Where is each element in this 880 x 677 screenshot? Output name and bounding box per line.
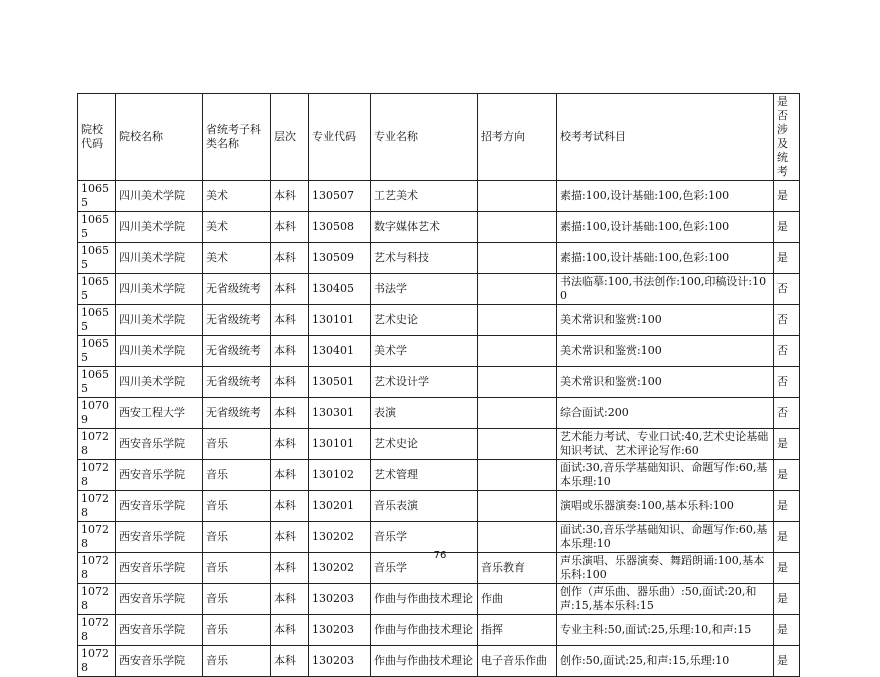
cell-direction	[478, 398, 557, 429]
cell-major-name: 艺术与科技	[371, 243, 478, 274]
cell-major-name: 作曲与作曲技术理论	[371, 646, 478, 677]
cell-direction	[478, 367, 557, 398]
cell-school-name: 西安音乐学院	[116, 584, 203, 615]
cell-exam-category: 音乐	[203, 646, 271, 677]
header-exam-subjects: 校考考试科目	[557, 94, 774, 181]
cell-school-code: 10655	[78, 243, 116, 274]
cell-major-name: 表演	[371, 398, 478, 429]
header-major-code: 专业代码	[309, 94, 371, 181]
cell-school-code: 10655	[78, 367, 116, 398]
cell-school-code: 10655	[78, 274, 116, 305]
cell-direction	[478, 336, 557, 367]
cell-school-code: 10728	[78, 584, 116, 615]
table-row	[78, 274, 800, 305]
cell-level: 本科	[271, 274, 309, 305]
cell-school-code: 10728	[78, 646, 116, 677]
cell-major-code: 130509	[309, 243, 371, 274]
cell-school-code: 10655	[78, 336, 116, 367]
cell-direction	[478, 305, 557, 336]
cell-major-name: 艺术设计学	[371, 367, 478, 398]
cell-major-code: 130501	[309, 367, 371, 398]
cell-major-name: 音乐学	[371, 522, 478, 553]
cell-direction	[478, 460, 557, 491]
cell-exam-category: 音乐	[203, 553, 271, 584]
table-row	[78, 491, 800, 522]
cell-level: 本科	[271, 398, 309, 429]
header-row	[78, 94, 800, 181]
cell-exam-subjects: 艺术能力考试、专业口试:40,艺术史论基础知识考试、艺术评论写作:60	[557, 429, 774, 460]
cell-exam-subjects: 美术常识和鉴赏:100	[557, 305, 774, 336]
cell-major-code: 130203	[309, 646, 371, 677]
table-row	[78, 615, 800, 646]
cell-unified-exam: 是	[774, 181, 800, 212]
cell-major-name: 音乐表演	[371, 491, 478, 522]
cell-level: 本科	[271, 212, 309, 243]
cell-major-name: 音乐学	[371, 553, 478, 584]
cell-exam-category: 音乐	[203, 429, 271, 460]
cell-major-code: 130508	[309, 212, 371, 243]
table-row	[78, 367, 800, 398]
cell-major-name: 作曲与作曲技术理论	[371, 615, 478, 646]
cell-exam-category: 音乐	[203, 522, 271, 553]
cell-exam-category: 美术	[203, 243, 271, 274]
table-row	[78, 212, 800, 243]
cell-direction: 音乐教育	[478, 553, 557, 584]
cell-direction: 指挥	[478, 615, 557, 646]
cell-unified-exam: 是	[774, 553, 800, 584]
cell-exam-category: 无省级统考	[203, 305, 271, 336]
table-row	[78, 336, 800, 367]
cell-unified-exam: 否	[774, 274, 800, 305]
cell-level: 本科	[271, 243, 309, 274]
cell-school-code: 10709	[78, 398, 116, 429]
cell-school-name: 西安音乐学院	[116, 522, 203, 553]
cell-major-name: 作曲与作曲技术理论	[371, 584, 478, 615]
cell-school-code: 10655	[78, 181, 116, 212]
cell-major-code: 130405	[309, 274, 371, 305]
cell-unified-exam: 是	[774, 491, 800, 522]
cell-major-name: 艺术史论	[371, 429, 478, 460]
cell-school-name: 四川美术学院	[116, 367, 203, 398]
cell-level: 本科	[271, 336, 309, 367]
cell-exam-category: 无省级统考	[203, 336, 271, 367]
cell-exam-category: 音乐	[203, 584, 271, 615]
cell-exam-subjects: 面试:30,音乐学基础知识、命题写作:60,基本乐理:10	[557, 460, 774, 491]
cell-exam-category: 无省级统考	[203, 367, 271, 398]
table-row	[78, 305, 800, 336]
cell-major-code: 130202	[309, 553, 371, 584]
cell-level: 本科	[271, 491, 309, 522]
cell-unified-exam: 是	[774, 522, 800, 553]
cell-major-name: 书法学	[371, 274, 478, 305]
cell-level: 本科	[271, 584, 309, 615]
cell-school-name: 西安音乐学院	[116, 615, 203, 646]
cell-direction	[478, 522, 557, 553]
cell-major-code: 130401	[309, 336, 371, 367]
cell-unified-exam: 否	[774, 367, 800, 398]
cell-exam-subjects: 创作（声乐曲、器乐曲）:50,面试:20,和声:15,基本乐科:15	[557, 584, 774, 615]
header-school-code: 院校代码	[78, 94, 116, 181]
cell-exam-subjects: 素描:100,设计基础:100,色彩:100	[557, 181, 774, 212]
table-row	[78, 243, 800, 274]
cell-school-code: 10655	[78, 212, 116, 243]
page-number: 76	[433, 550, 447, 561]
table-row	[78, 646, 800, 677]
cell-exam-subjects: 美术常识和鉴赏:100	[557, 367, 774, 398]
cell-school-name: 四川美术学院	[116, 212, 203, 243]
cell-exam-category: 音乐	[203, 460, 271, 491]
cell-direction	[478, 491, 557, 522]
cell-school-code: 10728	[78, 553, 116, 584]
cell-level: 本科	[271, 429, 309, 460]
cell-major-code: 130101	[309, 305, 371, 336]
cell-exam-category: 无省级统考	[203, 274, 271, 305]
cell-exam-subjects: 面试:30,音乐学基础知识、命题写作:60,基本乐理:10	[557, 522, 774, 553]
cell-exam-subjects: 演唱或乐器演奏:100,基本乐科:100	[557, 491, 774, 522]
cell-major-code: 130101	[309, 429, 371, 460]
cell-direction	[478, 429, 557, 460]
cell-exam-category: 音乐	[203, 491, 271, 522]
cell-exam-subjects: 创作:50,面试:25,和声:15,乐理:10	[557, 646, 774, 677]
cell-level: 本科	[271, 615, 309, 646]
cell-direction	[478, 212, 557, 243]
cell-unified-exam: 否	[774, 305, 800, 336]
cell-school-name: 四川美术学院	[116, 274, 203, 305]
cell-exam-subjects: 素描:100,设计基础:100,色彩:100	[557, 243, 774, 274]
cell-unified-exam: 是	[774, 429, 800, 460]
cell-school-code: 10728	[78, 491, 116, 522]
cell-exam-category: 音乐	[203, 615, 271, 646]
cell-school-code: 10728	[78, 522, 116, 553]
cell-school-name: 四川美术学院	[116, 336, 203, 367]
cell-major-name: 美术学	[371, 336, 478, 367]
cell-major-code: 130102	[309, 460, 371, 491]
header-major-name: 专业名称	[371, 94, 478, 181]
cell-unified-exam: 是	[774, 584, 800, 615]
cell-level: 本科	[271, 553, 309, 584]
cell-exam-subjects: 书法临摹:100,书法创作:100,印稿设计:100	[557, 274, 774, 305]
cell-major-code: 130202	[309, 522, 371, 553]
cell-direction: 作曲	[478, 584, 557, 615]
cell-exam-subjects: 美术常识和鉴赏:100	[557, 336, 774, 367]
cell-exam-subjects: 声乐演唱、乐器演奏、舞蹈朗诵:100,基本乐科:100	[557, 553, 774, 584]
table-row	[78, 522, 800, 553]
cell-school-code: 10728	[78, 429, 116, 460]
cell-level: 本科	[271, 522, 309, 553]
cell-level: 本科	[271, 646, 309, 677]
admissions-table	[77, 93, 800, 677]
cell-school-code: 10728	[78, 615, 116, 646]
header-unified-exam: 是否涉及统考	[774, 94, 800, 181]
cell-major-code: 130201	[309, 491, 371, 522]
cell-school-name: 西安工程大学	[116, 398, 203, 429]
cell-school-name: 西安音乐学院	[116, 460, 203, 491]
cell-exam-subjects: 综合面试:200	[557, 398, 774, 429]
cell-level: 本科	[271, 305, 309, 336]
cell-major-name: 艺术史论	[371, 305, 478, 336]
header-direction: 招考方向	[478, 94, 557, 181]
table-row	[78, 181, 800, 212]
cell-unified-exam: 是	[774, 460, 800, 491]
cell-school-name: 四川美术学院	[116, 243, 203, 274]
header-school-name: 院校名称	[116, 94, 203, 181]
cell-major-code: 130301	[309, 398, 371, 429]
cell-major-code: 130203	[309, 615, 371, 646]
cell-school-code: 10655	[78, 305, 116, 336]
cell-unified-exam: 是	[774, 212, 800, 243]
cell-major-name: 艺术管理	[371, 460, 478, 491]
cell-school-name: 四川美术学院	[116, 181, 203, 212]
header-level: 层次	[271, 94, 309, 181]
cell-school-name: 西安音乐学院	[116, 429, 203, 460]
cell-exam-category: 美术	[203, 181, 271, 212]
cell-unified-exam: 是	[774, 243, 800, 274]
table-row	[78, 398, 800, 429]
table-row	[78, 460, 800, 491]
cell-school-name: 西安音乐学院	[116, 491, 203, 522]
cell-direction	[478, 181, 557, 212]
cell-school-name: 四川美术学院	[116, 305, 203, 336]
cell-level: 本科	[271, 367, 309, 398]
cell-major-code: 130203	[309, 584, 371, 615]
cell-direction: 电子音乐作曲	[478, 646, 557, 677]
header-exam-category: 省统考子科类名称	[203, 94, 271, 181]
cell-school-code: 10728	[78, 460, 116, 491]
cell-direction	[478, 274, 557, 305]
cell-level: 本科	[271, 181, 309, 212]
table-body	[78, 181, 800, 677]
cell-major-name: 数字媒体艺术	[371, 212, 478, 243]
cell-unified-exam: 是	[774, 646, 800, 677]
cell-exam-category: 美术	[203, 212, 271, 243]
table-row	[78, 584, 800, 615]
cell-school-name: 西安音乐学院	[116, 553, 203, 584]
cell-exam-subjects: 素描:100,设计基础:100,色彩:100	[557, 212, 774, 243]
cell-unified-exam: 否	[774, 336, 800, 367]
cell-level: 本科	[271, 460, 309, 491]
cell-major-code: 130507	[309, 181, 371, 212]
cell-unified-exam: 是	[774, 615, 800, 646]
cell-exam-category: 无省级统考	[203, 398, 271, 429]
cell-direction	[478, 243, 557, 274]
cell-major-name: 工艺美术	[371, 181, 478, 212]
table-row	[78, 429, 800, 460]
cell-unified-exam: 否	[774, 398, 800, 429]
cell-school-name: 西安音乐学院	[116, 646, 203, 677]
cell-exam-subjects: 专业主科:50,面试:25,乐理:10,和声:15	[557, 615, 774, 646]
